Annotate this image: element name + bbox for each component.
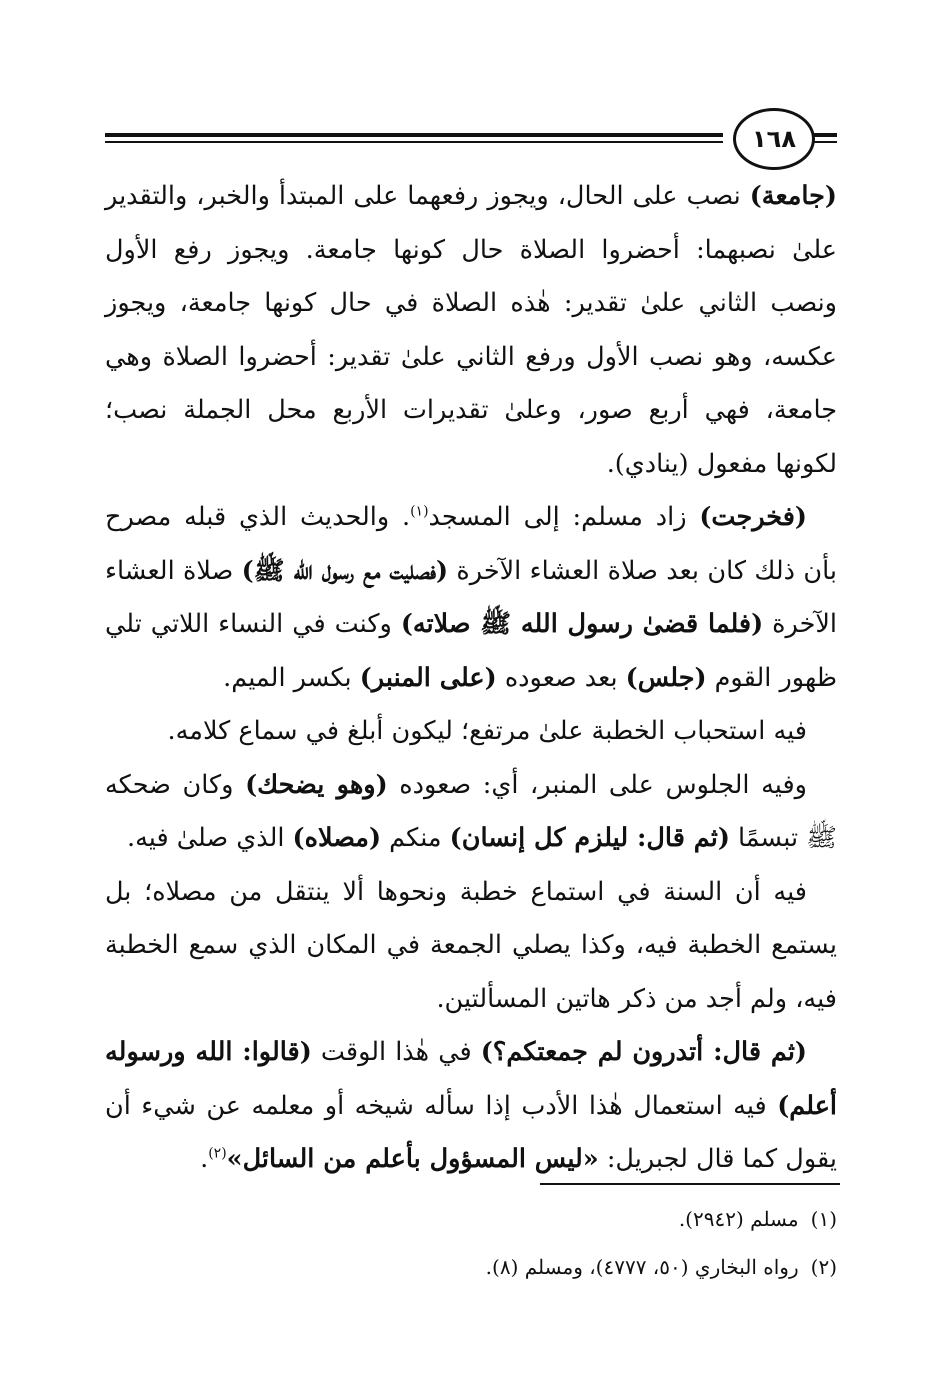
commentary-text: . والحديث الذي قبله مصرح بأن ذلك كان بعد صلاة العشاء الآخرة [105,502,837,586]
commentary-text: وكان ضحكه ﷺ تبسمًا [105,769,837,853]
commentary-text: وكنت في النساء اللاتي تلي ظهور القوم [105,609,837,693]
paragraph-p3 [105,705,837,759]
commentary-text: بكسر الميم. [223,662,360,693]
commentary-text: الذي صلىٰ فيه. [127,823,293,853]
commentary-text: فيه أن السنة في استماع خطبة ونحوها ألا ينتقل من مصلاه؛ بل يستمع الخطبة فيه، وكذا يصلي الجمعة في المكان الذي سمع الخطبة فيه، ولم أجد من ذكر هاتين المسألتين. [105,876,837,1014]
footnote-item [105,1243,837,1291]
paragraph-p6 [105,1026,837,1187]
commentary-text: في هٰذا الوقت [311,1037,481,1067]
commentary-text: فيه استعمال هٰذا الأدب إذا سأله شيخه أو معلمه عن شيء أن يقول كما قال لجبريل: [105,1090,837,1174]
footnote-item [105,1195,837,1243]
quoted-hadith-text: (على المنبر) [359,662,497,693]
header-rule-thin [105,141,723,143]
paragraph-p1 [105,170,837,491]
paragraph-p4 [105,759,837,866]
page-header [105,108,837,168]
footnotes [105,1195,837,1291]
footnote-ref: (٢) [208,1145,227,1162]
header-rule [105,133,723,137]
quoted-hadith-text: (وهو يضحك) [245,769,388,800]
commentary-text: وفيه الجلوس على المنبر، أي: صعوده [387,769,807,800]
footnote-text: مسلم (٢٩٤٢). [678,1207,799,1231]
quoted-hadith-text: (فخرجت) [699,502,807,532]
paragraph-p2 [105,491,837,705]
quoted-hadith-text: (ثم قال: أتدرون لم جمعتكم؟) [480,1037,807,1067]
commentary-text: فيه استحباب الخطبة علىٰ مرتفع؛ ليكون أبلغ في سماع كلامه. [167,716,807,746]
commentary-text: . [200,1144,209,1174]
quoted-hadith-text: (فصليت مع رسول الله ﷺ) [241,555,449,586]
quoted-hadith-text: (مصلاه) [292,823,382,853]
footnote-number: (١) [810,1207,837,1231]
commentary-text: صلاة العشاء الآخرة [105,555,838,639]
quoted-hadith-text: (ثم قال: ليلزم كل إنسان) [449,823,730,853]
quoted-hadith-text: «ليس المسؤول بأعلم من السائل» [226,1144,599,1174]
footnote-ref: (١) [410,503,429,520]
commentary-text: زاد مسلم: إلى المسجد [428,502,700,532]
quoted-hadith-text: (فلما قضىٰ رسول الله ﷺ صلاته) [400,609,764,639]
quoted-hadith-text: (جامعة) [749,181,837,211]
page-number: ١٦٨ [733,108,815,170]
main-text [105,170,837,1187]
commentary-text: نصب على الحال، ويجوز رفعهما على المبتدأ والخبر، والتقدير علىٰ نصبهما: أحضروا الصلاة حال كونها جامعة. ويجوز رفع الأول ونصب الثاني علىٰ تقدير: هٰذه الصلاة في حال كونها جامعة، ويجوز عكسه، وهو نصب الأول ورفع الثاني علىٰ تقدير: أحضروا الصلاة وهي جامعة، فهي أربع صور، وعلىٰ تقديرات الأربع محل الجملة نصب؛ لكونها مفعول (ينادي). [105,181,837,479]
commentary-text: بعد صعوده [496,662,626,693]
quoted-hadith-text: (جلس) [625,662,707,693]
footnote-text: رواه البخاري (٥٠، ٤٧٧٧)، ومسلم (٨). [485,1255,799,1279]
paragraph-p5 [105,866,837,1027]
commentary-text: منكم [381,823,450,853]
footnote-separator [540,1183,840,1185]
quoted-hadith-text: (قالوا: الله ورسوله أعلم) [105,1037,837,1121]
footnote-number: (٢) [810,1255,837,1279]
